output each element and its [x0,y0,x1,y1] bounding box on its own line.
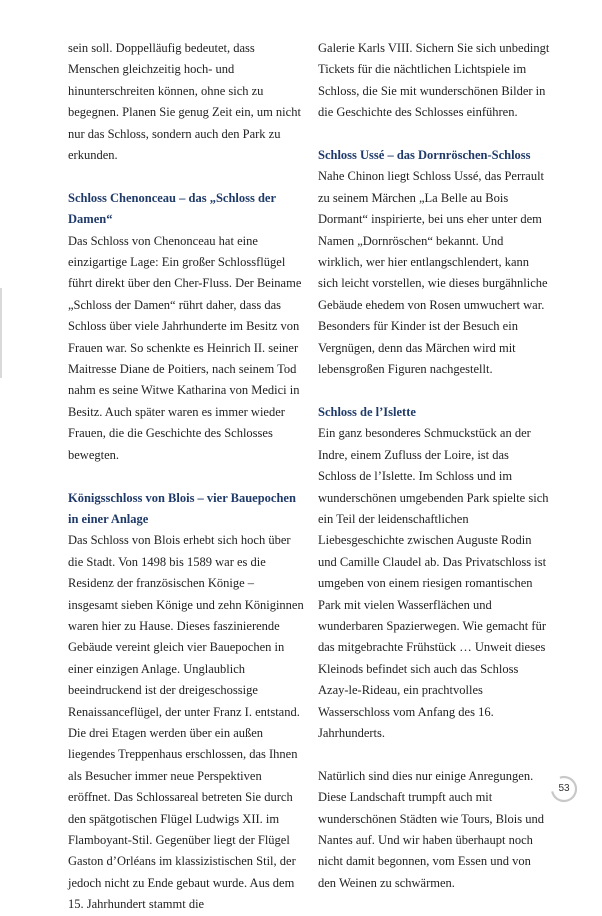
section-heading-blois: Königsschloss von Blois – vier Bauepochen in einer Anlage [68,490,296,526]
page-edge-mark [0,288,2,378]
section-body-usse: Nahe Chinon liegt Schloss Ussé, das Perrault zu seinem Märchen „La Belle au Bois Dormant“ inspirierte, bei uns eher unter dem Namen „Dornröschen“ bekannt. Und wirklich, wer hier entlangschlendert, kann sich leicht vorstellen, wie dieses burgähnliche Gebäude ehedem von Rosen umwuchert war. Besonders für Kinder ist der Besuch ein Vergnügen, denn das Märchen wird mit lebensgroßen Figuren nachgestellt. [318,169,548,377]
page-number-badge [549,774,579,804]
intro-paragraph: sein soll. Doppelläufig bedeutet, dass Menschen gleichzeitig hoch- und hinunterschreiten können, ohne sich zu begegnen. Planen Sie genug Zeit ein, um nicht nur das Schloss, sondern auch den Park zu erkunden. [68,41,301,163]
continued-paragraph: Galerie Karls VIII. Sichern Sie sich unbedingt Tickets für die nächtlichen Lichtspiele im Schloss, die Sie mit wunderschönen Bilder in die Geschichte des Schlosses einführen. [318,41,550,120]
right-column [318,38,550,894]
section-heading-chenonceau: Schloss Chenonceau – das „Schloss der Damen“ [68,190,276,227]
section-heading-usse: Schloss Ussé – das Dornröschen-Schloss [318,148,531,163]
left-column [68,38,306,916]
section-heading-islette: Schloss de l’Islette [318,404,416,419]
section-body-islette: Ein ganz besonderes Schmuckstück an der Indre, einem Zufluss der Loire, ist das Schloss de l’Islette. Im Schloss und im wunderschönen umgebenden Park spielte sich ein Teil der leidenschaftlichen Liebesgeschichte zwischen Auguste Rodin und Camille Claudel ab. Das Privatschloss ist umgeben von einem riesigen romantischen Park mit vielen Wasserflächen und wunderbaren Spazierwegen. Wie gemacht für das mitgebrachte Frühstück … Unweit dieses Kleinods befindet sich auch das Schloss Azay-le-Rideau, ein prachtvolles Wasserschloss vom Anfang des 16. Jahrhunderts. [318,426,549,740]
closing-paragraph: Natürlich sind dies nur einige Anregungen. Diese Landschaft trumpft auch mit wunderschönen Städten wie Tours, Blois und Nantes auf. Und wir haben überhaupt noch nicht damit begonnen, vom Essen und von den Weinen zu schwärmen. [318,768,544,890]
section-body-chenonceau: Das Schloss von Chenonceau hat eine einzigartige Lage: Ein großer Schlossflügel führt direkt über den Cher-Fluss. Der Beiname „Schloss der Damen“ rührt daher, dass das Schloss über viele Jahrhunderte im Besitz von Frauen war. So schenkte es Heinrich II. seiner Maitresse Diane de Poitiers, nach seinem Tod nahm es seine Witwe Katharina von Medici in Besitz. Auch später waren es immer wieder Frauen, die die Geschichte des Schlosses bewegten. [68,233,302,462]
section-body-blois: Das Schloss von Blois erhebt sich hoch über die Stadt. Von 1498 bis 1589 war es die Residenz der französischen Könige – insgesamt sieben Könige und zehn Königinnen waren hier zu Hause. Dieses faszinierende Gebäude vereint gleich vier Bauepochen in einer einzigen Anlage. Unglaublich beeindruckend ist der dreigeschossige Renaissanceflügel, der unter Franz I. entstand. Die drei Etagen werden über ein außen liegendes Treppenhaus erschlossen, das Ihnen als Besucher immer neue Perspektiven eröffnet. Das Schlossareal betreten Sie durch den spätgotischen Flügel Ludwigs XII. im Flamboyant-Stil. Gegenüber liegt der Flügel Gaston d’Orléans im klassizistischen Stil, der jedoch nicht zu Ende gebaut wurde. Aus dem 15. Jahrhundert stammt die [68,533,304,912]
page-number: 53 [558,783,570,794]
